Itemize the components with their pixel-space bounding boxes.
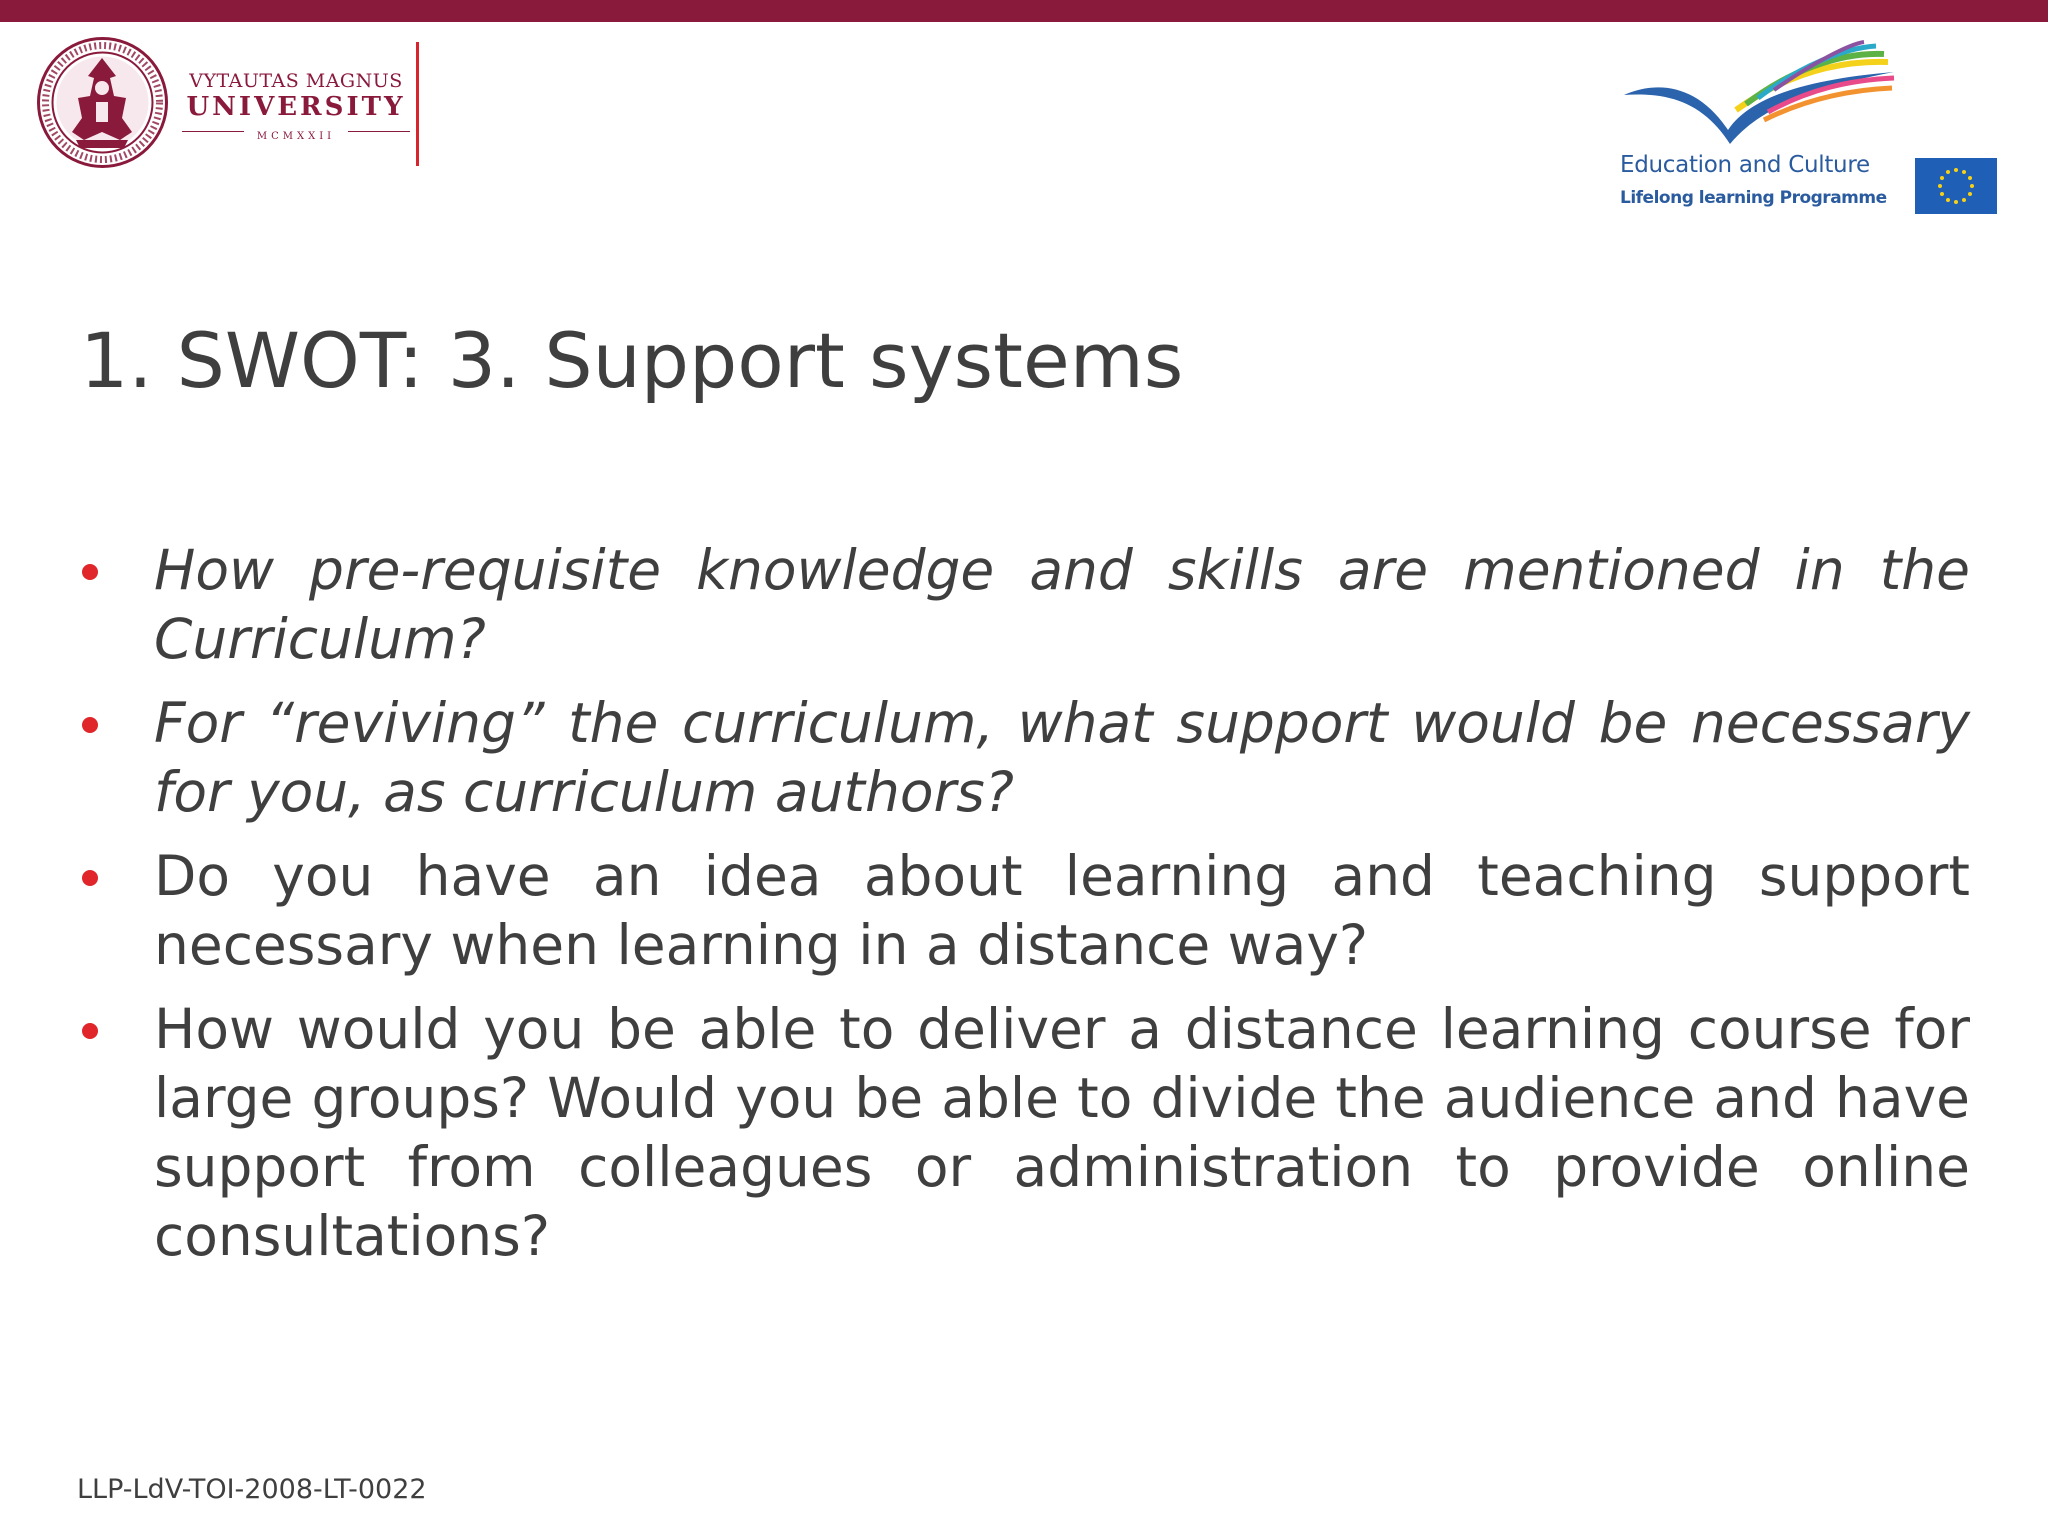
bullet-item [80, 689, 1970, 827]
bullet-item [80, 995, 1970, 1271]
bullet-text: For “reviving” the curriculum, what support would be necessary for you, as curriculum authors? [154, 691, 1970, 824]
university-seal-icon [36, 36, 169, 169]
university-name-line1: VYTAUTAS MAGNUS [189, 70, 403, 92]
top-accent-bar [0, 0, 2048, 22]
programme-subtitle: Lifelong learning Programme [1620, 188, 1887, 208]
bullet-item [80, 536, 1970, 674]
programme-title: Education and Culture [1620, 152, 1870, 178]
bullet-text: How would you be able to deliver a distance learning course for large groups? Would you be able to divide the audience and have support from colleagues or administration to provide online consultations? [154, 997, 1970, 1268]
bullet-list [80, 536, 1970, 1286]
university-logo [36, 36, 406, 171]
bird-swoosh-icon [1618, 40, 1896, 150]
university-founding-year: MCMXXII [256, 131, 336, 142]
year-rule-right [348, 131, 410, 132]
eu-flag-icon [1915, 158, 1997, 214]
project-code: LLP-LdV-TOI-2008-LT-0022 [77, 1474, 427, 1505]
bullet-text: How pre-requisite knowledge and skills are mentioned in the Curriculum? [154, 538, 1970, 671]
university-name-line2: UNIVERSITY [186, 92, 406, 122]
bullet-text: Do you have an idea about learning and teaching support necessary when learning in a distance way? [154, 844, 1970, 977]
bullet-dot-icon [82, 717, 98, 733]
year-rule-left [182, 131, 244, 132]
bullet-item [80, 842, 1970, 980]
logo-divider [416, 42, 419, 166]
slide-title: 1. SWOT: 3. Support systems [80, 316, 1184, 405]
bullet-dot-icon [82, 1023, 98, 1039]
bullet-dot-icon [82, 564, 98, 580]
education-culture-logo [1618, 40, 1998, 220]
bullet-dot-icon [82, 870, 98, 886]
